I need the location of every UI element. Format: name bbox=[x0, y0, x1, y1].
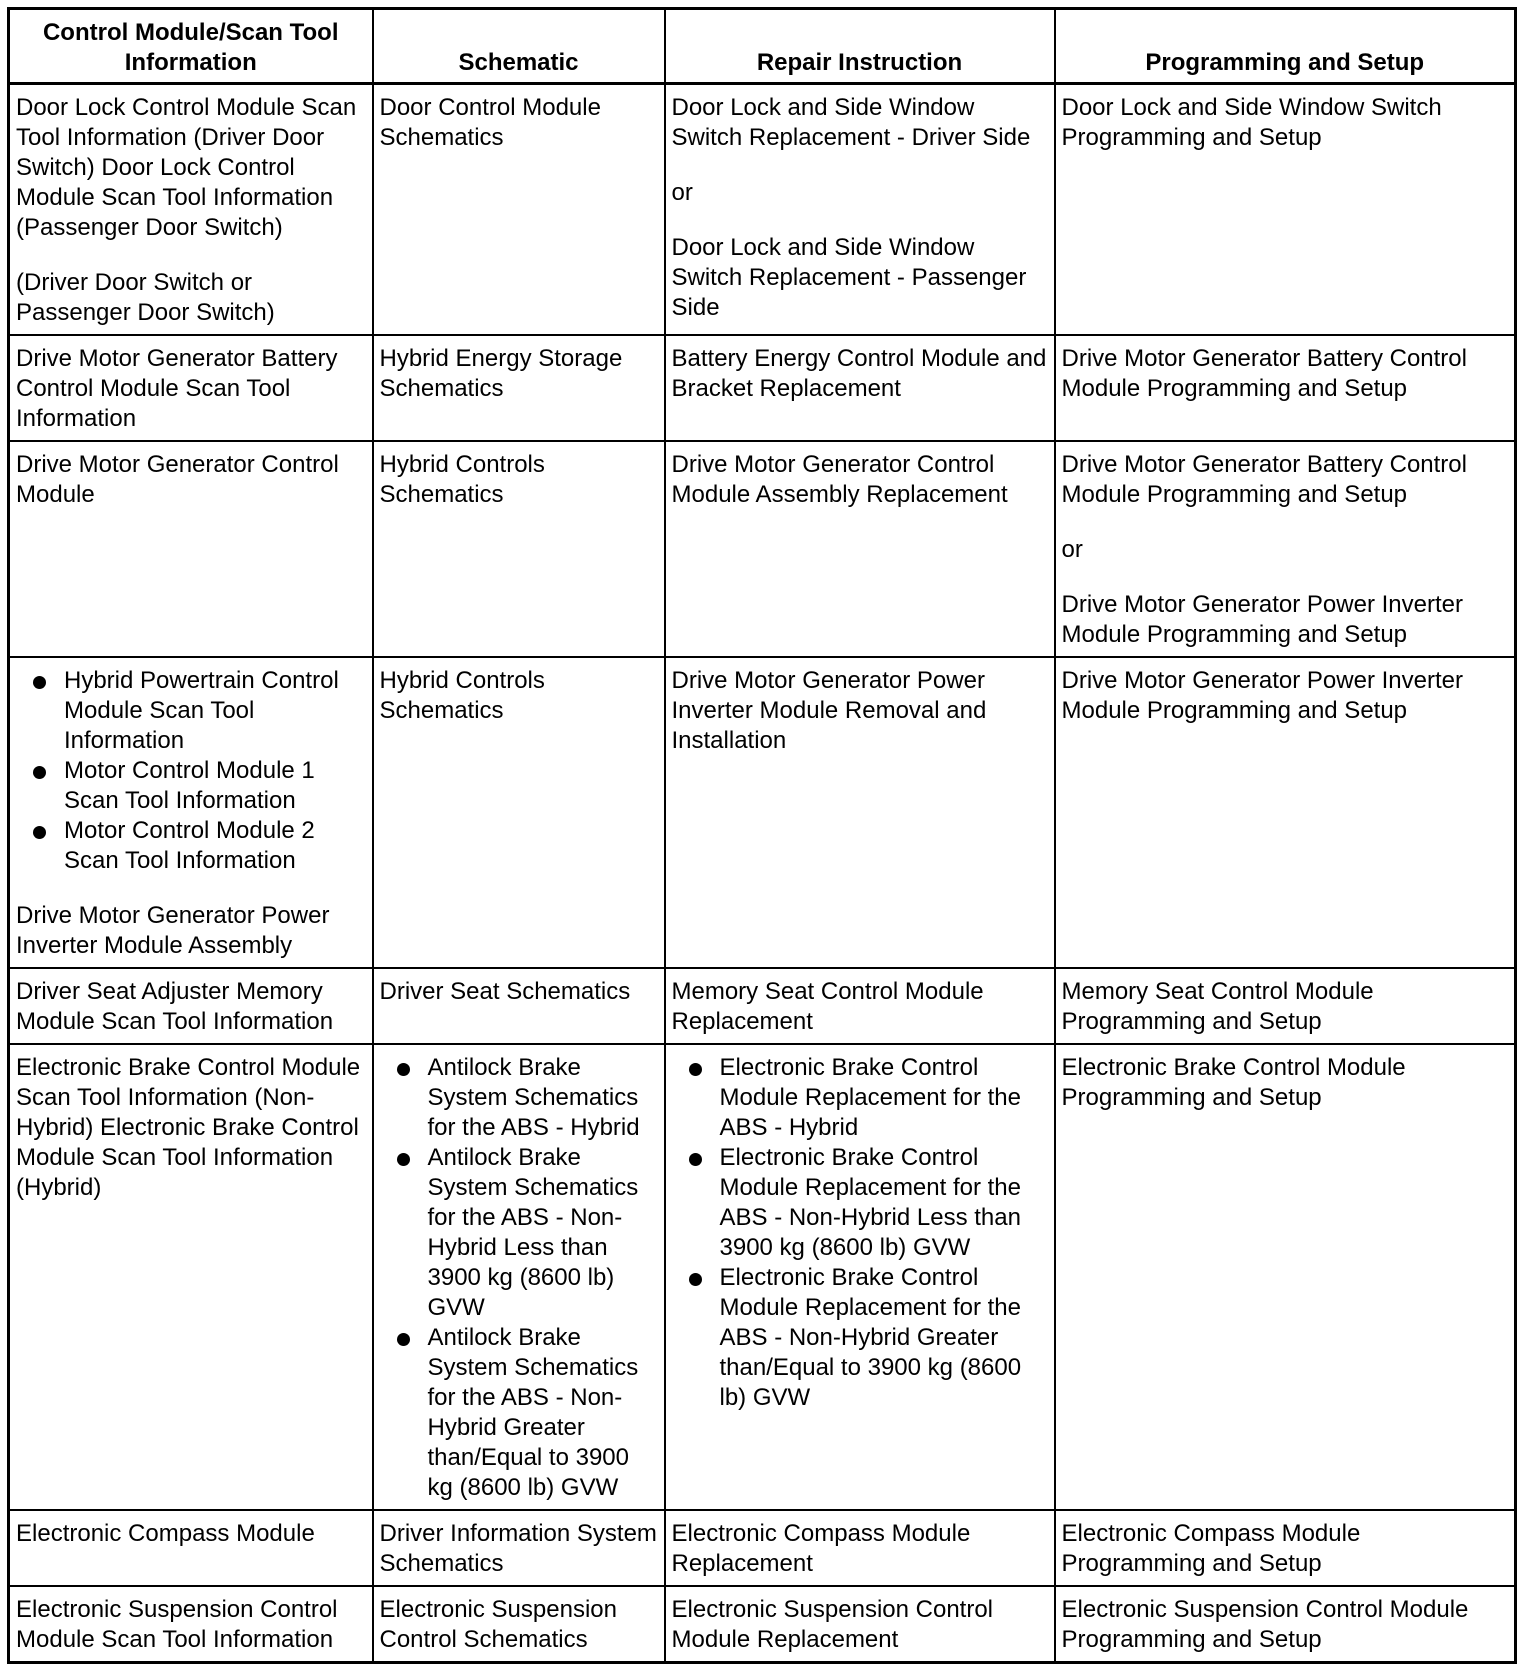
programming-text: Electronic Brake Control Module Programming and Setup bbox=[1061, 1054, 1406, 1111]
list-item: Electronic Brake Control Module Replacement for the ABS - Non-Hybrid Greater than/Equal to 3900 kg (8600 lb) GVW bbox=[672, 1263, 1048, 1413]
schematic-bullet-list bbox=[380, 1053, 658, 1503]
module-note: Drive Motor Generator Power Inverter Module Assembly bbox=[16, 902, 330, 959]
list-item: Motor Control Module 2 Scan Tool Information bbox=[16, 816, 366, 876]
cell-programming bbox=[1055, 1586, 1516, 1663]
table-row bbox=[9, 1586, 1516, 1663]
list-item: Electronic Brake Control Module Replacement for the ABS - Hybrid bbox=[672, 1053, 1048, 1143]
module-reference-table bbox=[7, 7, 1517, 1664]
repair-bullet-list bbox=[672, 1053, 1048, 1413]
cell-module bbox=[9, 968, 373, 1044]
list-item: Motor Control Module 1 Scan Tool Information bbox=[16, 756, 366, 816]
repair-text: Electronic Suspension Control Module Replacement bbox=[671, 1596, 994, 1653]
cell-schematic bbox=[373, 84, 665, 336]
module-text: Drive Motor Generator Battery Control Module Scan Tool Information bbox=[16, 345, 338, 432]
schematic-text: Hybrid Energy Storage Schematics bbox=[379, 345, 623, 402]
module-text: Electronic Suspension Control Module Scan Tool Information bbox=[16, 1596, 338, 1653]
programming-text: Door Lock and Side Window Switch Programming and Setup bbox=[1061, 94, 1442, 151]
table-row bbox=[9, 84, 1516, 336]
cell-programming bbox=[1055, 441, 1516, 657]
programming-text: Memory Seat Control Module Programming and Setup bbox=[1061, 978, 1374, 1035]
cell-schematic bbox=[373, 335, 665, 441]
programming-text: Drive Motor Generator Power Inverter Module Programming and Setup bbox=[1061, 667, 1463, 724]
cell-programming bbox=[1055, 657, 1516, 968]
module-bullet-list bbox=[16, 666, 366, 876]
schematic-text: Door Control Module Schematics bbox=[379, 94, 601, 151]
repair-text: Door Lock and Side Window Switch Replacement - Driver Side bbox=[671, 94, 1031, 151]
programming-text: Drive Motor Generator Power Inverter Module Programming and Setup bbox=[1061, 591, 1463, 648]
cell-repair bbox=[665, 1044, 1055, 1510]
cell-module bbox=[9, 335, 373, 441]
cell-module bbox=[9, 1586, 373, 1663]
programming-text: Drive Motor Generator Battery Control Module Programming and Setup bbox=[1061, 451, 1467, 508]
cell-schematic bbox=[373, 968, 665, 1044]
cell-module bbox=[9, 441, 373, 657]
cell-programming bbox=[1055, 84, 1516, 336]
header-repair-instruction: Repair Instruction bbox=[665, 9, 1055, 84]
cell-schematic bbox=[373, 1044, 665, 1510]
module-text: Door Lock Control Module Scan Tool Information (Driver Door Switch) Door Lock Control Module Scan Tool Information (Passenger Door Switch) bbox=[16, 94, 357, 241]
cell-repair bbox=[665, 84, 1055, 336]
programming-text: Electronic Compass Module Programming and Setup bbox=[1061, 1520, 1361, 1577]
repair-text: Electronic Compass Module Replacement bbox=[671, 1520, 971, 1577]
table-row bbox=[9, 968, 1516, 1044]
header-module-info: Control Module/Scan Tool Information bbox=[9, 9, 373, 84]
repair-or: or bbox=[671, 179, 693, 206]
table-header-row bbox=[9, 9, 1516, 84]
cell-repair bbox=[665, 968, 1055, 1044]
repair-text: Memory Seat Control Module Replacement bbox=[671, 978, 984, 1035]
cell-repair bbox=[665, 441, 1055, 657]
list-item: Electronic Brake Control Module Replacement for the ABS - Non-Hybrid Less than 3900 kg (8600 lb) GVW bbox=[672, 1143, 1048, 1263]
list-item: Hybrid Powertrain Control Module Scan Tool Information bbox=[16, 666, 366, 756]
programming-text: Electronic Suspension Control Module Programming and Setup bbox=[1061, 1596, 1469, 1653]
schematic-text: Driver Information System Schematics bbox=[379, 1520, 657, 1577]
cell-repair bbox=[665, 335, 1055, 441]
cell-repair bbox=[665, 657, 1055, 968]
cell-repair bbox=[665, 1510, 1055, 1586]
cell-programming bbox=[1055, 1044, 1516, 1510]
table-row bbox=[9, 441, 1516, 657]
programming-or: or bbox=[1061, 536, 1083, 563]
document-page bbox=[7, 7, 1514, 1664]
module-text: Driver Seat Adjuster Memory Module Scan Tool Information bbox=[16, 978, 334, 1035]
cell-programming bbox=[1055, 335, 1516, 441]
schematic-text: Driver Seat Schematics bbox=[379, 978, 631, 1005]
cell-module bbox=[9, 1044, 373, 1510]
module-text: Electronic Brake Control Module Scan Tool Information (Non-Hybrid) Electronic Brake Control Module Scan Tool Information (Hybrid) bbox=[16, 1054, 361, 1201]
cell-programming bbox=[1055, 1510, 1516, 1586]
cell-programming bbox=[1055, 968, 1516, 1044]
header-schematic: Schematic bbox=[373, 9, 665, 84]
schematic-text: Hybrid Controls Schematics bbox=[379, 451, 545, 508]
repair-text: Drive Motor Generator Control Module Assembly Replacement bbox=[671, 451, 1008, 508]
cell-repair bbox=[665, 1586, 1055, 1663]
list-item: Antilock Brake System Schematics for the ABS - Non-Hybrid Greater than/Equal to 3900 kg (8600 lb) GVW bbox=[380, 1323, 658, 1503]
module-note: (Driver Door Switch or Passenger Door Switch) bbox=[16, 269, 275, 326]
cell-schematic bbox=[373, 441, 665, 657]
cell-schematic bbox=[373, 1586, 665, 1663]
repair-text: Drive Motor Generator Power Inverter Module Removal and Installation bbox=[671, 667, 987, 754]
table-row bbox=[9, 657, 1516, 968]
schematic-text: Hybrid Controls Schematics bbox=[379, 667, 545, 724]
cell-module bbox=[9, 1510, 373, 1586]
table-row bbox=[9, 335, 1516, 441]
list-item: Antilock Brake System Schematics for the ABS - Non-Hybrid Less than 3900 kg (8600 lb) GVW bbox=[380, 1143, 658, 1323]
cell-module bbox=[9, 84, 373, 336]
table-row bbox=[9, 1044, 1516, 1510]
table-row bbox=[9, 1510, 1516, 1586]
header-programming-setup: Programming and Setup bbox=[1055, 9, 1516, 84]
schematic-text: Electronic Suspension Control Schematics bbox=[379, 1596, 617, 1653]
cell-module bbox=[9, 657, 373, 968]
repair-text: Battery Energy Control Module and Bracket Replacement bbox=[671, 345, 1047, 402]
list-item: Antilock Brake System Schematics for the ABS - Hybrid bbox=[380, 1053, 658, 1143]
cell-schematic bbox=[373, 1510, 665, 1586]
programming-text: Drive Motor Generator Battery Control Module Programming and Setup bbox=[1061, 345, 1467, 402]
cell-schematic bbox=[373, 657, 665, 968]
module-text: Electronic Compass Module bbox=[16, 1520, 315, 1547]
repair-text: Door Lock and Side Window Switch Replacement - Passenger Side bbox=[671, 234, 1027, 321]
module-text: Drive Motor Generator Control Module bbox=[16, 451, 339, 508]
